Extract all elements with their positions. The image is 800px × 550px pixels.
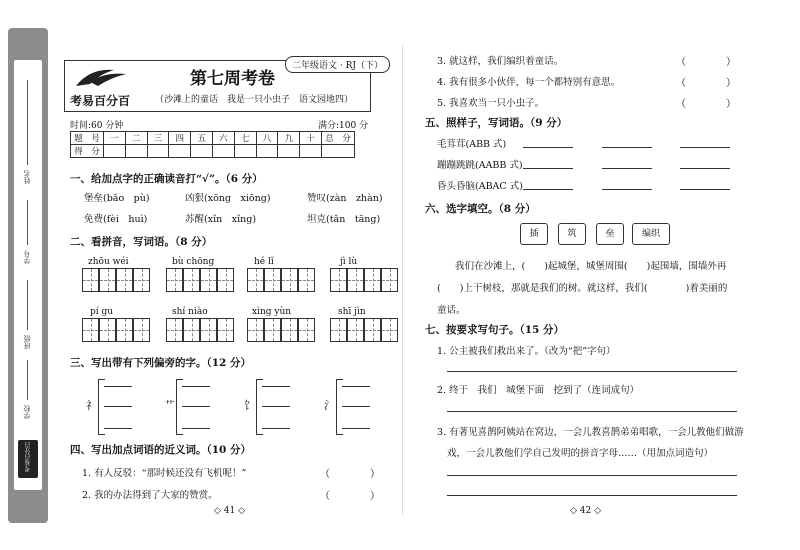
- score-cell[interactable]: [212, 145, 234, 158]
- q5-blank[interactable]: [602, 146, 652, 148]
- strip-name-line: [27, 80, 28, 165]
- q5-blank[interactable]: [680, 188, 730, 190]
- q2-grid[interactable]: [247, 318, 315, 342]
- q3-blank[interactable]: [342, 405, 370, 407]
- page-number-left: ◇ 41 ◇: [214, 506, 246, 516]
- q3-blank[interactable]: [262, 385, 290, 387]
- q5-blank[interactable]: [523, 167, 573, 169]
- q3-blank[interactable]: [182, 427, 210, 429]
- score-cell[interactable]: [169, 145, 191, 158]
- score-header-cell: 九: [278, 132, 300, 145]
- score-cell[interactable]: [278, 145, 300, 158]
- q2-grid[interactable]: [82, 268, 150, 292]
- q2-pinyin: zhōu wéi: [88, 257, 129, 267]
- score-header-cell: 二: [125, 132, 147, 145]
- q7-item: 2. 终于 我们 城堡下面 挖到了（连词成句）: [437, 385, 640, 396]
- grade-badge: 二年级语文 · RJ（下）: [285, 56, 390, 73]
- q3-blank[interactable]: [342, 385, 370, 387]
- page-divider: [402, 45, 403, 515]
- q3-blank[interactable]: [182, 385, 210, 387]
- q1-word: 免费: [84, 214, 104, 225]
- q1-options[interactable]: (zàn zhàn): [326, 193, 383, 204]
- q3-blank[interactable]: [104, 405, 132, 407]
- q2-pinyin: pí gu: [90, 307, 114, 317]
- q5-blank[interactable]: [523, 188, 573, 190]
- q2-pinyin: shí niào: [172, 307, 208, 317]
- q6-line: 童话。: [437, 305, 466, 316]
- q2-pinyin: jì lù: [340, 257, 358, 267]
- q4-title: 四、写出加点词语的近义词。（10 分）: [70, 444, 252, 456]
- q1-options[interactable]: (bǎo pù): [103, 193, 150, 204]
- exam-time: 时间:60 分钟: [70, 121, 124, 131]
- full-score: 满分:100 分: [318, 121, 369, 131]
- q5-blank[interactable]: [680, 146, 730, 148]
- q5-blank[interactable]: [602, 188, 652, 190]
- score-header-cell: 三: [147, 132, 169, 145]
- q4-item: 2. 我的办法得到了大家的赞赏。: [82, 490, 218, 501]
- score-cell[interactable]: [300, 145, 322, 158]
- q4-item: 4. 我有很多小伙伴，每一个都特别有意思。: [437, 77, 621, 88]
- q6-choice[interactable]: 插: [520, 223, 548, 245]
- q1-item: [185, 190, 271, 204]
- score-header-cell: 五: [191, 132, 213, 145]
- strip-class-label: 班级: [23, 335, 31, 349]
- score-header-cell: 题 号: [71, 132, 104, 145]
- q1-word: 堡垒: [84, 193, 104, 204]
- q4-answer-paren[interactable]: （ ）: [676, 99, 736, 110]
- brand-logo: [70, 64, 132, 90]
- page-title: 第七周考卷: [190, 69, 275, 89]
- q1-word: 赞叹: [307, 193, 327, 204]
- q3-blank[interactable]: [104, 385, 132, 387]
- q6-choice[interactable]: 垒: [596, 223, 624, 245]
- q5-title: 五、照样子，写词语。（9 分）: [425, 117, 568, 129]
- q4-answer-paren[interactable]: （ ）: [676, 57, 736, 68]
- q2-pinyin: bù chōng: [172, 257, 215, 267]
- q7-answer-line[interactable]: [447, 494, 737, 496]
- q2-grid[interactable]: [82, 318, 150, 342]
- q3-radical: 艹: [164, 399, 175, 412]
- page-number-right: ◇ 42 ◇: [570, 506, 602, 516]
- q2-grid[interactable]: [330, 318, 398, 342]
- q7-answer-line[interactable]: [447, 370, 737, 372]
- q7-item: 1. 公主被我们救出来了。（改为“把”字句）: [437, 346, 616, 357]
- q5-blank[interactable]: [680, 167, 730, 169]
- q2-pinyin: shī jìn: [338, 307, 366, 317]
- q1-options[interactable]: (tǎn tāng): [326, 214, 381, 225]
- q1-item: [307, 211, 380, 225]
- q4-answer-paren[interactable]: （ ）: [320, 491, 380, 502]
- q4-answer-paren[interactable]: （ ）: [676, 78, 736, 89]
- q1-title: 一、给加点字的正确读音打“√”。（6 分）: [70, 173, 263, 185]
- score-header-cell: 四: [169, 132, 191, 145]
- q5-item: 蹦蹦跳跳(AABB 式): [437, 160, 523, 171]
- q1-item: [185, 211, 256, 225]
- q2-pinyin: hé lǐ: [254, 257, 274, 267]
- q5-item: 毛茸茸(ABB 式): [437, 139, 507, 150]
- q4-item: 5. 我喜欢当一只小虫子。: [437, 98, 545, 109]
- strip-school-label: 学校: [23, 405, 31, 419]
- q1-options[interactable]: (fèi huì): [103, 214, 148, 225]
- q1-word: 凶狠: [185, 193, 205, 204]
- q3-blank[interactable]: [182, 405, 210, 407]
- q1-options[interactable]: (xǐn xǐng): [204, 214, 257, 225]
- q7-item: 3. 有著见喜鹊阿姨站在窝边，一会儿教喜鹊弟弟唱歌，一会儿教他们做游: [437, 427, 744, 438]
- score-header-cell: 十: [300, 132, 322, 145]
- strip-class-line: [27, 280, 28, 330]
- score-cell[interactable]: [321, 145, 354, 158]
- q1-word: 坦克: [307, 214, 327, 225]
- score-table-score-row: [71, 145, 355, 158]
- score-header-cell: 一: [104, 132, 126, 145]
- score-header-cell: 六: [212, 132, 234, 145]
- q1-options[interactable]: (xōng xiōng): [204, 193, 271, 204]
- score-header-cell: 七: [234, 132, 256, 145]
- score-cell[interactable]: [256, 145, 278, 158]
- q7-answer-line[interactable]: [447, 474, 737, 476]
- q3-radical: 礻: [86, 399, 97, 412]
- q1-word: 苏醒: [185, 214, 205, 225]
- q3-blank[interactable]: [262, 427, 290, 429]
- score-cell[interactable]: [191, 145, 213, 158]
- q2-title: 二、看拼音，写词语。（8 分）: [70, 236, 213, 248]
- q2-grid[interactable]: [247, 268, 315, 292]
- q3-radical: 饣: [244, 399, 255, 412]
- q6-choice[interactable]: 筑: [558, 223, 586, 245]
- score-table: [70, 131, 355, 158]
- q6-line: ( )上干树枝，那就是我们的树。就这样，我们( )着美丽的: [437, 283, 728, 294]
- q2-grid[interactable]: [166, 268, 234, 292]
- score-cell[interactable]: [125, 145, 147, 158]
- strip-seat-line: [27, 200, 28, 245]
- q4-item: 1. 有人反驳：“那时候还没有飞机呢！”: [82, 468, 247, 479]
- q3-radical: 氵: [324, 399, 335, 412]
- binding-strip-inner: [14, 60, 42, 490]
- q5-item: 昏头昏脑(ABAC 式): [437, 181, 523, 192]
- strip-school-line: [27, 360, 28, 400]
- q2-pinyin: xìng yùn: [252, 307, 292, 317]
- feather-icon: [70, 64, 132, 90]
- q4-item: 3. 就这样，我们编织着童话。: [437, 56, 564, 67]
- strip-seat-label: 学号: [23, 250, 31, 264]
- score-cell[interactable]: [234, 145, 256, 158]
- strip-logo-text: 考易百分百: [25, 442, 32, 472]
- q7-title: 七、按要求写句子。（15 分）: [425, 324, 565, 336]
- q1-item: [84, 211, 147, 225]
- strip-name-label: 姓名: [23, 170, 31, 184]
- q3-title: 三、写出带有下列偏旁的字。（12 分）: [70, 357, 252, 369]
- q6-title: 六、选字填空。（8 分）: [425, 203, 536, 215]
- score-cell[interactable]: [147, 145, 169, 158]
- q2-grid[interactable]: [166, 318, 234, 342]
- q6-choice[interactable]: 编织: [632, 223, 670, 245]
- q3-blank[interactable]: [342, 427, 370, 429]
- subtitle: （沙滩上的童话 我是一只小虫子 语文园地四）: [155, 95, 354, 105]
- brand-name: 考易百分百: [70, 94, 131, 108]
- q3-blank[interactable]: [104, 427, 132, 429]
- q1-item: [84, 190, 150, 204]
- q6-line: 我们在沙滩上，( )起城堡，城堡周围( )起围墙，围墙外再: [455, 261, 727, 272]
- q2-grid[interactable]: [330, 268, 398, 292]
- q7-item: 戏，一会儿教他们学自己发明的拼音字母……（用加点词造句）: [447, 448, 714, 459]
- score-cell[interactable]: [104, 145, 126, 158]
- q1-item: [307, 190, 383, 204]
- q4-answer-paren[interactable]: （ ）: [320, 469, 380, 480]
- q3-blank[interactable]: [262, 405, 290, 407]
- strip-logo: [18, 440, 38, 478]
- score-header-cell: 总 分: [321, 132, 354, 145]
- q7-answer-line[interactable]: [447, 410, 737, 412]
- score-row-label: 得 分: [71, 145, 104, 158]
- q5-blank[interactable]: [523, 146, 573, 148]
- score-table-header-row: [71, 132, 355, 145]
- q5-blank[interactable]: [602, 167, 652, 169]
- score-header-cell: 八: [256, 132, 278, 145]
